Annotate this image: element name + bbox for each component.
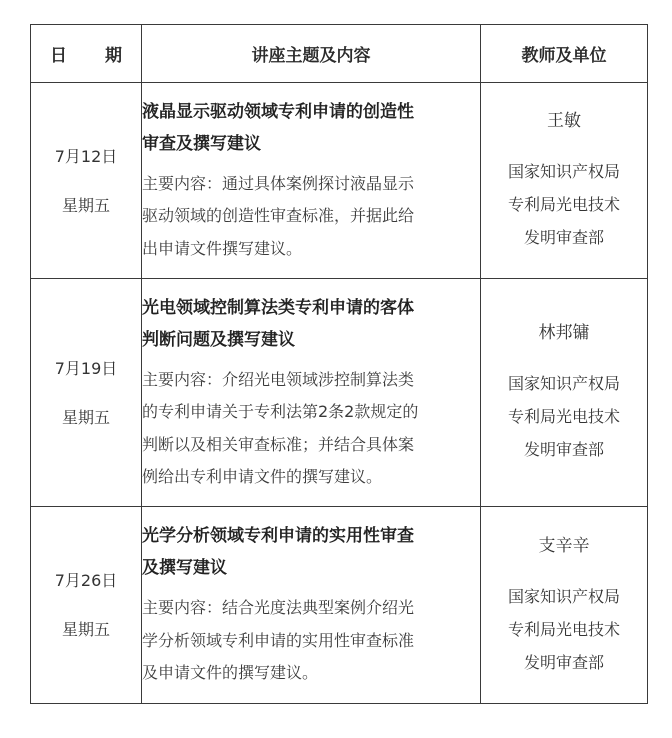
teacher-unit-line: 国家知识产权局	[507, 586, 620, 606]
lecture-title-line: 及撰写建议	[142, 558, 227, 579]
lecture-description-line: 的专利申请关于专利法第2条2款规定的	[142, 402, 419, 421]
teacher-cell	[481, 279, 648, 507]
teacher-unit-line: 发明审查部	[523, 228, 604, 247]
teacher-name: 王敏	[547, 111, 581, 131]
lecture-description-line: 学分析领域专利申请的实用性审查标准	[142, 630, 415, 650]
lecture-date: 7月19日	[54, 358, 118, 378]
lecture-title-line: 审查及撰写建议	[142, 133, 261, 154]
lecture-description-line: 主要内容：通过具体案例探讨液晶显示	[142, 173, 415, 193]
date-header-char-1: 日	[50, 46, 67, 66]
lecture-description	[142, 592, 480, 690]
topic-cell	[142, 83, 481, 279]
lecture-description-line: 出申请文件撰写建议。	[142, 238, 303, 258]
date-cell	[31, 507, 142, 704]
lecture-title-line: 液晶显示驱动领域专利申请的创造性	[142, 101, 414, 122]
teacher-unit	[481, 580, 647, 679]
teacher-cell	[481, 507, 648, 704]
teacher-unit	[481, 155, 647, 254]
lecture-weekday: 星期五	[61, 195, 110, 215]
teacher-column-header: 教师及单位	[481, 25, 648, 83]
table-row	[31, 83, 648, 279]
topic-cell	[142, 507, 481, 704]
lecture-description-line: 主要内容：介绍光电领域涉控制算法类	[142, 369, 415, 389]
table-row	[31, 279, 648, 507]
lecture-title-line: 光学分析领域专利申请的实用性审查	[142, 526, 414, 547]
teacher-unit-line: 国家知识产权局	[507, 162, 620, 181]
lecture-weekday: 星期五	[61, 620, 110, 639]
lecture-title-line: 判断问题及撰写建议	[142, 329, 295, 350]
lecture-schedule-table	[30, 24, 648, 704]
teacher-name: 林邦镛	[538, 323, 590, 343]
teacher-name: 支辛辛	[538, 535, 590, 556]
teacher-unit-line: 专利局光电技术	[507, 407, 620, 426]
lecture-description-line: 驱动领域的创造性审查标准，并据此给	[142, 206, 415, 226]
topic-column-header: 讲座主题及内容	[142, 25, 481, 83]
teacher-unit-line: 专利局光电技术	[507, 195, 620, 214]
lecture-description-line: 主要内容：结合光度法典型案例介绍光	[142, 598, 415, 618]
date-cell	[31, 83, 142, 279]
lecture-weekday: 星期五	[61, 407, 110, 427]
lecture-description-line: 及申请文件的撰写建议。	[142, 663, 319, 683]
lecture-title	[142, 520, 480, 584]
topic-cell	[142, 279, 481, 507]
table-row	[31, 507, 648, 704]
lecture-date: 7月26日	[54, 571, 118, 590]
lecture-description	[142, 364, 480, 494]
lecture-title	[142, 292, 480, 356]
date-cell	[31, 279, 142, 507]
lecture-description-line: 例给出专利申请文件的撰写建议。	[142, 467, 383, 486]
table-header-row	[31, 25, 648, 83]
lecture-title	[142, 96, 480, 160]
teacher-unit-line: 发明审查部	[523, 652, 604, 672]
teacher-unit-line: 发明审查部	[523, 440, 604, 459]
lecture-title-line: 光电领域控制算法类专利申请的客体	[142, 297, 414, 318]
lecture-description	[142, 168, 480, 266]
teacher-cell	[481, 83, 648, 279]
teacher-unit-line: 国家知识产权局	[507, 374, 620, 393]
lecture-date: 7月12日	[54, 146, 118, 166]
date-header-char-2: 期	[105, 46, 122, 66]
date-column-header	[31, 25, 142, 83]
lecture-description-line: 判断以及相关审查标准；并结合具体案	[142, 434, 415, 454]
teacher-unit-line: 专利局光电技术	[507, 619, 620, 639]
teacher-unit	[481, 367, 647, 466]
